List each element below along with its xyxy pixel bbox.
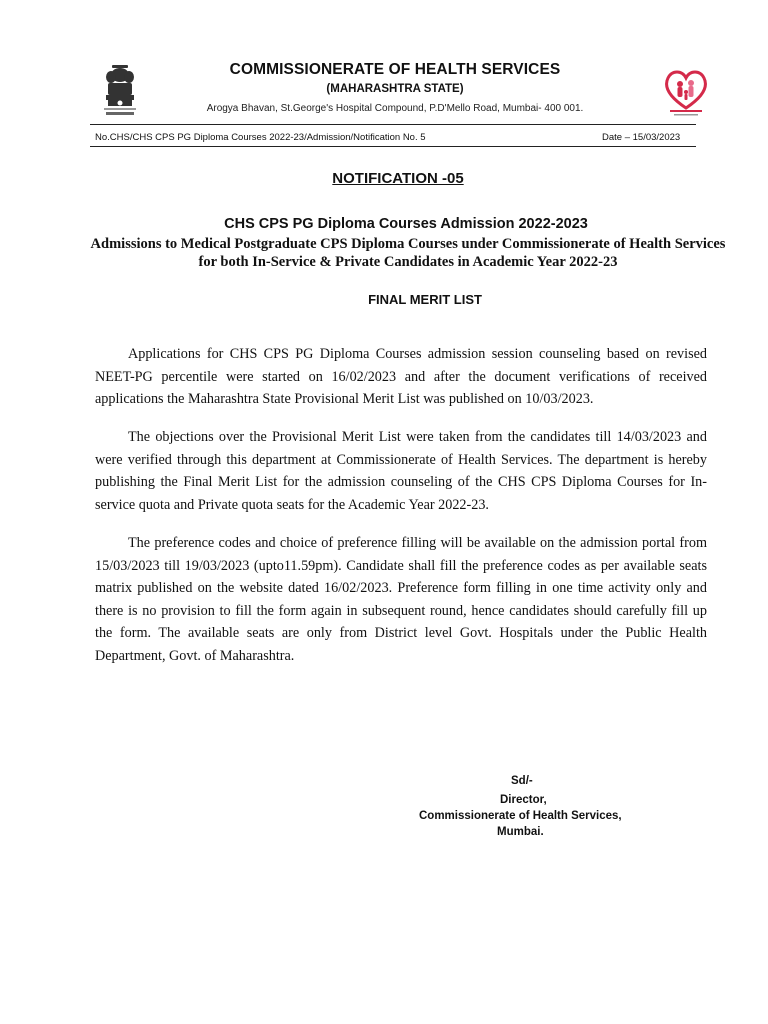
signature-designation: Director, [500, 794, 547, 806]
reference-number: No.CHS/CHS CPS PG Diploma Courses 2022-23/Admission/Notification No. 5 [95, 132, 426, 143]
body-paragraph-1: Applications for CHS CPS PG Diploma Courses admission session counseling based on revised NEET-PG percentile were started on 16/02/2023 and after the document verifications of received applications the Maharashtra State Provisional Merit List was published on 10/03/2023. [95, 346, 707, 407]
header-divider-bottom [90, 146, 696, 147]
body-paragraph-2: The objections over the Provisional Merit List were taken from the candidates till 14/03/2023 and were verified through this department at Commissionerate of Health Services. The department is hereby publishing the Final Merit List for the admission counseling of the CHS CPS Diploma Courses for In-service quota and Private quota seats for the Academic Year 2022-23. [95, 429, 707, 513]
organization-title: COMMISSIONERATE OF HEALTH SERVICES [229, 61, 561, 78]
final-merit-list-heading: FINAL MERIT LIST [368, 292, 482, 307]
signature-sd: Sd/- [511, 775, 533, 787]
state-subtitle: (MAHARASHTRA STATE) [326, 83, 464, 95]
body-paragraph-3: The preference codes and choice of preference filling will be available on the admission portal from 15/03/2023 till 19/03/2023 (upto11.59pm). Candidate shall fill the preference codes as per available seats matrix published on the website dated 16/02/2023. Preference form filling in one time activity only and there is no provision to fill the form again in subsequent round, hence candidates should carefully fill up the form. The available seats are only from District level Govt. Hospitals under the Public Health Department, Govt. of Maharashtra. [95, 535, 707, 664]
course-title: CHS CPS PG Diploma Courses Admission 2022-2023 [224, 216, 588, 232]
signature-city: Mumbai. [497, 826, 544, 838]
header-divider-top [90, 124, 696, 125]
signature-office: Commissionerate of Health Services, [419, 810, 622, 822]
notification-title: NOTIFICATION -05 [332, 170, 464, 187]
office-address: Arogya Bhavan, St.George's Hospital Compound, P.D'Mello Road, Mumbai- 400 001. [206, 103, 584, 114]
reference-date: Date – 15/03/2023 [602, 132, 681, 143]
notification-subtitle: Admissions to Medical Postgraduate CPS Diploma Courses under Commissionerate of Health Services for both In-Service & Private Candidates in Academic Year 2022-23 [90, 236, 726, 270]
